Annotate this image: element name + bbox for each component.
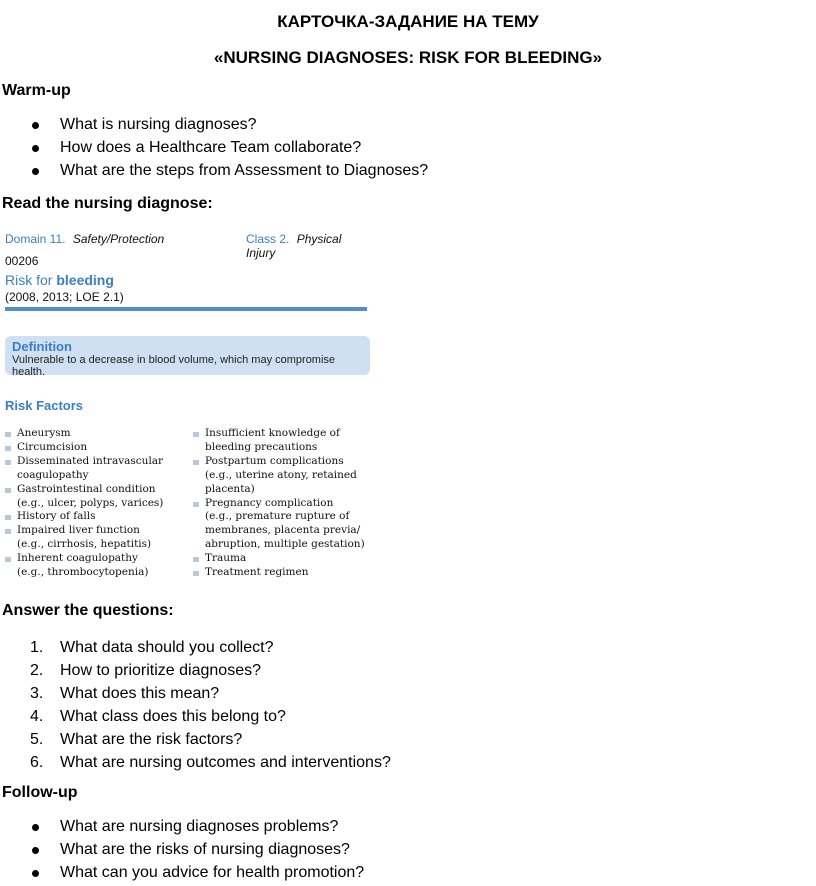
risk-factor: Circumcision [5, 441, 163, 455]
risk-factor: History of falls [5, 510, 163, 524]
risk-factor: Trauma [193, 552, 365, 566]
item-text: What does this mean? [60, 685, 220, 702]
risk-factor-continued: placenta) [205, 482, 255, 495]
risk-factor-continued: (e.g., ulcer, polyps, varices) [17, 496, 164, 509]
item-number: 5. [30, 731, 44, 748]
warmup-heading: Warm-up [2, 82, 71, 99]
item-text: What class does this belong to? [60, 708, 286, 725]
definition-text: Vulnerable to a decrease in blood volume, which may compromise health. [12, 354, 336, 378]
risk-factor-continued: (e.g., cirrhosis, hepatitis) [17, 538, 152, 551]
risk-factor-continued: coagulopathy [17, 468, 89, 481]
class-value: Physical Injury [246, 232, 342, 260]
item-text: What are nursing outcomes and interventions? [60, 754, 391, 771]
read-heading: Read the nursing diagnose: [2, 195, 213, 212]
item-number: 6. [30, 754, 44, 771]
list-item: What are nursing diagnoses problems? [26, 817, 364, 840]
risk-factor: Inherent coagulopathy [5, 552, 163, 566]
class-label: Class 2. [246, 232, 290, 246]
risk-factor: Gastrointestinal condition [5, 483, 163, 497]
risk-factor: Aneurysm [5, 427, 163, 441]
list-item [26, 684, 391, 707]
domain-label: Domain 11. [5, 232, 66, 246]
list-item [26, 707, 391, 730]
risk-factor-continued: (e.g., thrombocytopenia) [17, 566, 149, 579]
list-item [26, 638, 391, 661]
domain-value: Safety/Protection [72, 232, 165, 246]
definition-box [5, 336, 370, 378]
questions-list [26, 638, 391, 776]
list-item [26, 753, 391, 776]
risk-factor: Pregnancy complication [193, 497, 365, 511]
risk-factors-heading: Risk Factors [5, 398, 84, 413]
item-number: 1. [30, 639, 44, 656]
definition-title: Definition [12, 339, 72, 354]
domain-label-row [5, 232, 164, 246]
followup-list [26, 817, 364, 886]
item-number: 3. [30, 685, 44, 702]
class-label-row [246, 232, 372, 260]
risk-factor: Insufficient knowledge of [193, 427, 365, 441]
risk-factors-left-column [5, 427, 163, 580]
list-item: How does a Healthcare Team collaborate? [26, 138, 428, 161]
list-item: What are the risks of nursing diagnoses? [26, 840, 364, 863]
item-number: 4. [30, 708, 44, 725]
risk-factor: Impaired liver function [5, 524, 163, 538]
risk-factor-continued: bleeding precautions [205, 440, 318, 453]
diagnosis-title-main: bleeding [56, 272, 114, 288]
risk-factor-continued: (e.g., premature rupture of [205, 510, 350, 523]
diagnosis-subtitle: (2008, 2013; LOE 2.1) [5, 290, 124, 304]
risk-factor: Treatment regimen [193, 566, 365, 580]
risk-factor-continued: abruption, multiple gestation) [205, 538, 365, 551]
item-text: What are the risk factors? [60, 731, 243, 748]
list-item [26, 661, 391, 684]
risk-factor: Disseminated intravascular [5, 455, 163, 469]
nursing-diagnosis-card [0, 228, 372, 584]
list-item: What are the steps from Assessment to Diagnoses? [26, 161, 428, 184]
item-text: What data should you collect? [60, 639, 274, 656]
risk-factor: Postpartum complications [193, 455, 365, 469]
warmup-list [26, 115, 428, 184]
followup-heading: Follow-up [2, 784, 78, 801]
list-item: What can you advice for health promotion? [26, 863, 364, 886]
title-divider [5, 307, 367, 311]
answer-heading: Answer the questions: [2, 602, 174, 619]
diagnosis-title-prefix: Risk for [5, 272, 53, 288]
risk-factor-continued: membranes, placenta previa/ [205, 524, 361, 537]
diagnosis-code: 00206 [5, 254, 39, 268]
item-text: How to prioritize diagnoses? [60, 662, 261, 679]
risk-factor-continued: (e.g., uterine atony, retained [205, 468, 357, 481]
page-title-line-2: «NURSING DIAGNOSES: RISK FOR BLEEDING» [213, 48, 603, 67]
item-number: 2. [30, 662, 44, 679]
diagnosis-title [5, 272, 114, 288]
page-title-line-1: КАРТОЧКА-ЗАДАНИЕ НА ТЕМУ [277, 12, 539, 31]
list-item: What is nursing diagnoses? [26, 115, 428, 138]
risk-factors-right-column [193, 427, 365, 580]
list-item [26, 730, 391, 753]
